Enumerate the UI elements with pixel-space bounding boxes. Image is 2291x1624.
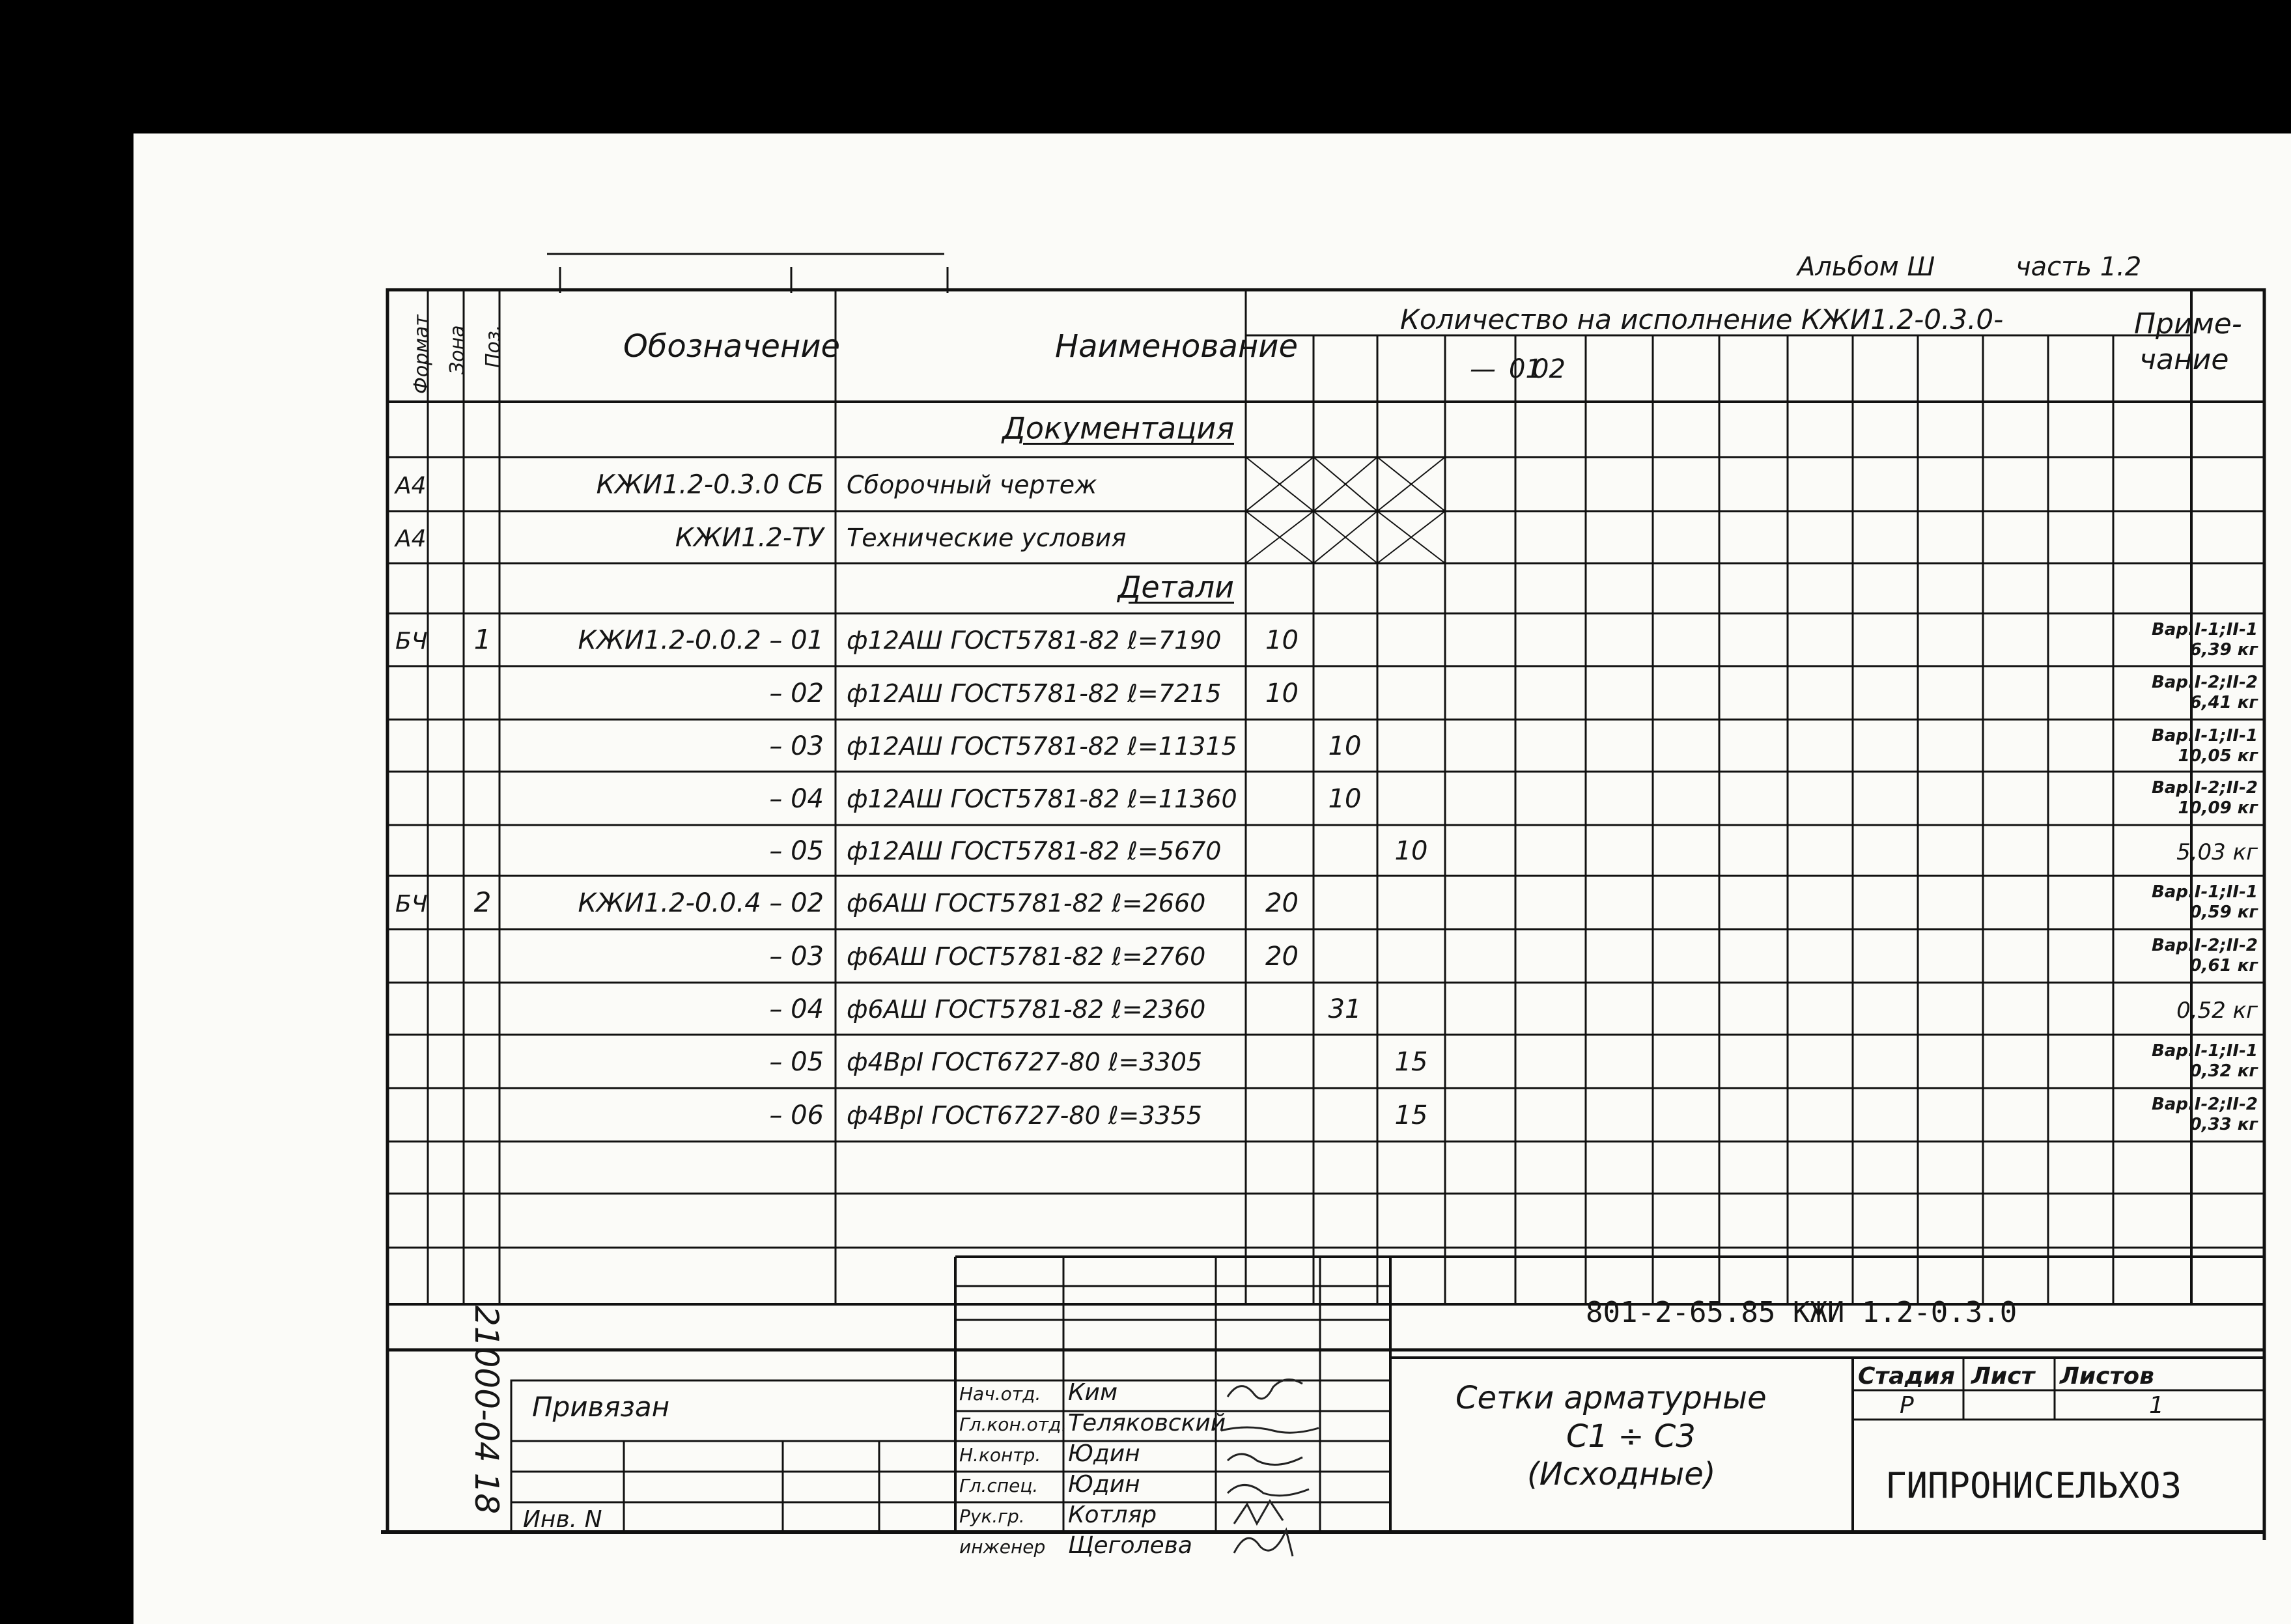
inventory-label: Инв. N [523,1506,602,1533]
cell-name: ф6АШ ГОСТ5781-82 ℓ=2760 [847,942,1206,971]
document-code: 801-2-65.85 КЖИ 1.2-0.3.0 [1586,1296,2017,1329]
album-label: Альбом Ш [1797,252,1935,282]
signature-3 [1228,1454,1302,1464]
cell-qty-02: 10 [1394,836,1428,866]
table-row [769,836,2258,866]
cell-note-variant: Вар.I-1;II-1 [2151,1041,2258,1061]
signature-5 [1234,1501,1283,1524]
signatory-role: инженер [959,1536,1046,1558]
title-block [511,1257,2264,1559]
spec-table-grid [387,290,2264,1304]
table-row [769,1095,2258,1134]
cell-name: ф12АШ ГОСТ5781-82 ℓ=11360 [847,785,1237,813]
cell-name: ф6АШ ГОСТ5781-82 ℓ=2660 [847,889,1206,917]
cell-qty-02: 15 [1394,1100,1428,1130]
col-zone-header: Зона [446,325,469,374]
cell-note-variant: Вар.I-2;II-2 [2151,673,2258,692]
cell-note-weight: 0,61 кг [2189,956,2258,975]
sheets-value: 1 [2149,1392,2164,1419]
qty-col-0-header: — [1470,354,1496,384]
cell-note-variant: Вар.I-1;II-1 [2151,620,2258,639]
qty-col-1-header: 01 [1509,354,1542,384]
cell-designation: – 03 [769,731,824,761]
cell-format: БЧ [395,628,428,655]
table-row [1116,570,1234,605]
qty-col-2-header: 02 [1532,354,1566,384]
signature-2 [1221,1427,1319,1433]
cell-designation: КЖИ1.2-0.0.4 – 02 [578,888,824,918]
signature-4 [1228,1485,1309,1496]
signatory-name: Теляковский [1068,1410,1226,1436]
cell-note-weight: 6,41 кг [2189,693,2258,712]
cell-position: 2 [473,886,492,918]
specification-drawing [134,133,2291,1624]
cell-qty-base: 10 [1265,625,1299,656]
cell-name: Сборочный чертеж [847,470,1097,499]
cell-note-weight: 0,52 кг [2176,998,2258,1024]
cell-name: ф4ВрI ГОСТ6727-80 ℓ=3305 [847,1048,1203,1076]
cell-qty-02: 15 [1394,1047,1428,1077]
table-row [395,882,2258,922]
table-row [769,994,2258,1024]
cell-format: А4 [395,472,427,499]
table-row [395,620,2258,660]
cell-qty-base: 20 [1265,888,1299,918]
cell-name: ф4ВрI ГОСТ6727-80 ℓ=3355 [847,1101,1203,1130]
sheet-label: Лист [1971,1363,2035,1390]
cell-designation: – 04 [769,994,824,1024]
cell-note-weight: 10,05 кг [2178,746,2258,766]
table-row [769,778,2258,818]
cell-position: 1 [473,623,492,656]
cell-qty-01: 10 [1328,731,1362,761]
cell-designation: – 03 [769,942,824,972]
stage-label: Стадия [1858,1363,1955,1390]
cell-note-weight: 5,03 кг [2176,839,2258,865]
cell-note-variant: Вар.I-1;II-1 [2151,726,2258,746]
table-row [394,457,1445,511]
cell-note-weight: 10,09 кг [2178,798,2258,818]
signatory-name: Котляр [1068,1502,1157,1528]
cell-name: Технические условия [847,524,1127,552]
cell-format: БЧ [395,891,428,917]
cell-designation: КЖИ1.2-ТУ [675,523,824,553]
stage-value: Р [1900,1392,1914,1419]
cell-format: А4 [395,525,427,552]
section-title: Документация [1002,410,1234,446]
signatory-role: Нач.отд. [959,1383,1041,1405]
col-note-header-line1: Приме- [2134,307,2242,341]
cell-designation: – 04 [769,784,824,814]
col-pos-header: Поз. [482,324,505,368]
cell-designation: – 05 [769,836,824,866]
table-row [394,511,1445,563]
cell-qty-01: 31 [1328,994,1362,1024]
title-line-3: (Исходные) [1527,1456,1716,1492]
signatory-role: Гл.спец. [959,1475,1039,1496]
cell-qty-base: 10 [1265,679,1299,708]
signatures [1221,1380,1319,1556]
cell-note-weight: 0,32 кг [2189,1061,2258,1081]
side-archive-number: 21000-04 18 [468,1306,505,1515]
signatory-name: Юдин [1068,1471,1140,1498]
signature-1 [1228,1380,1302,1399]
cell-name: ф12АШ ГОСТ5781-82 ℓ=7215 [847,679,1222,708]
title-line-1: Сетки арматурные [1455,1380,1767,1416]
drawing-sheet [134,133,2291,1624]
cell-name: ф12АШ ГОСТ5781-82 ℓ=7190 [847,626,1222,655]
signatory-name: Юдин [1068,1440,1140,1467]
part-label: часть 1.2 [2016,252,2142,282]
cell-name: ф12АШ ГОСТ5781-82 ℓ=11315 [847,732,1237,761]
cell-note-variant: Вар.I-1;II-1 [2151,882,2258,902]
top-stamp-fragment [547,254,948,293]
organization-name: ГИПРОНИСЕЛЬХОЗ [1885,1465,2182,1506]
cell-note-weight: 6,39 кг [2189,640,2258,660]
section-title: Детали [1117,569,1234,605]
table-row [769,1041,2258,1081]
signatory-role: Рук.гр. [959,1505,1025,1527]
col-name-header: Наименование [1055,328,1299,365]
col-designation-header: Обозначение [623,328,841,365]
cell-note-weight: 0,59 кг [2189,903,2258,922]
cell-designation: – 05 [769,1047,824,1077]
table-row [769,936,2258,975]
cell-note-variant: Вар.I-2;II-2 [2151,778,2258,798]
signatory-role: Н.контр. [959,1444,1041,1466]
cell-designation: КЖИ1.2-0.0.2 – 01 [578,625,824,656]
cell-qty-base: 20 [1265,942,1299,972]
spec-table-header [410,303,2242,394]
cell-note-variant: Вар.I-2;II-2 [2151,936,2258,955]
col-qty-header: Количество на исполнение КЖИ1.2-0.3.0- [1400,303,2004,335]
signatory-name: Ким [1068,1379,1118,1406]
table-row [769,726,2258,766]
table-row [1001,411,1234,446]
col-format-header: Формат [410,315,433,394]
cell-qty-01: 10 [1328,784,1362,814]
col-note-header-line2: чание [2139,343,2229,376]
bound-label: Привязан [532,1391,670,1423]
sheets-label: Листов [2060,1363,2154,1390]
cell-designation: КЖИ1.2-0.3.0 СБ [596,469,824,500]
table-row [769,673,2258,712]
title-line-2: С1 ÷ С3 [1566,1418,1696,1455]
cell-name: ф12АШ ГОСТ5781-82 ℓ=5670 [847,837,1222,865]
cell-note-weight: 0,33 кг [2189,1115,2258,1134]
cell-designation: – 06 [769,1100,824,1130]
cell-name: ф6АШ ГОСТ5781-82 ℓ=2360 [847,995,1206,1024]
signatory-role: Гл.кон.отд. [959,1414,1067,1435]
signatory-name: Щеголева [1068,1532,1192,1559]
cell-note-variant: Вар.I-2;II-2 [2151,1095,2258,1114]
cell-designation: – 02 [769,679,824,708]
